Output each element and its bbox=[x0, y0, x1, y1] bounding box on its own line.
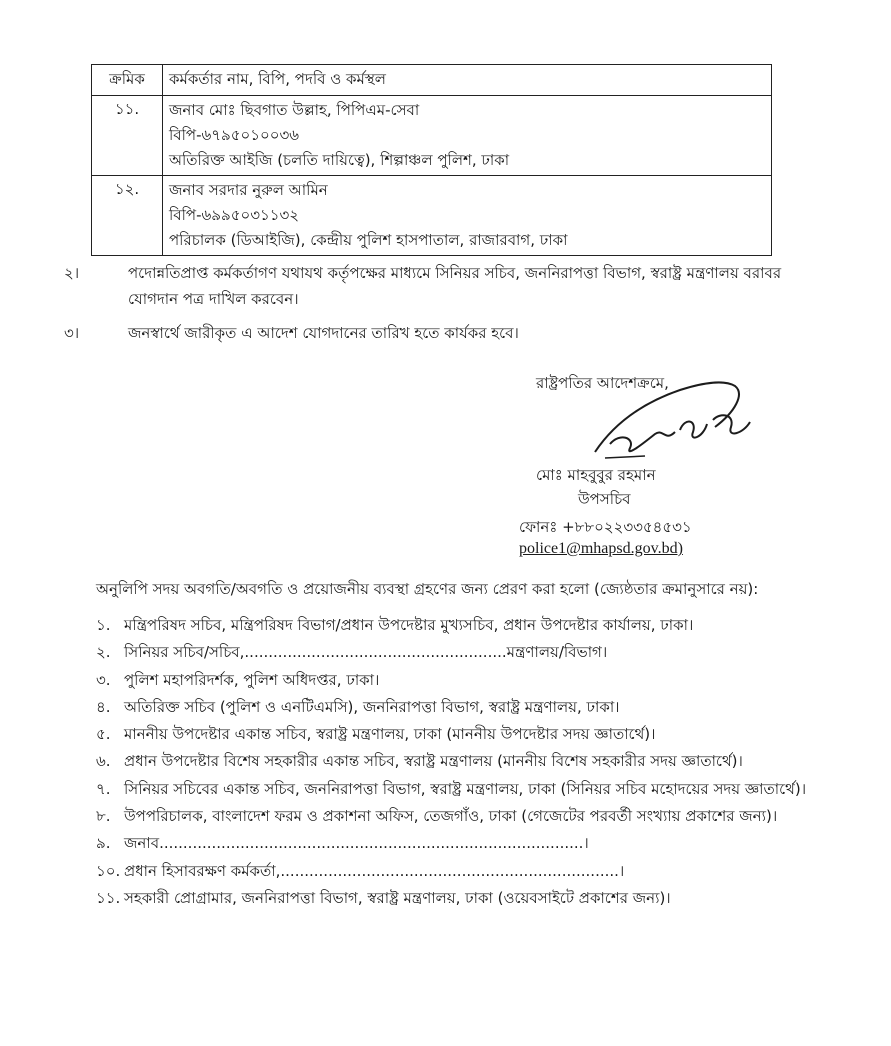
item-number: ৪. bbox=[96, 697, 111, 716]
signatory-phone: ফোনঃ +৮৮০২২৩৩৫৪৫৩১ bbox=[519, 518, 692, 536]
handwritten-signature bbox=[585, 372, 755, 467]
item-number: ১১. bbox=[96, 888, 121, 907]
officer-bp: বিপি-৬৭৯৫০১০০৩৬ bbox=[169, 126, 299, 144]
list-item bbox=[96, 667, 856, 694]
item-number: ৮. bbox=[96, 807, 111, 826]
copy-heading: অনুলিপি সদয় অবগতি/অবগতি ও প্রয়োজনীয় ব্যবস্থা গ্রহণের জন্য প্রেরণ করা হলো (জ্যেষ্ঠতার ক্রমানুসারে নয়): bbox=[96, 580, 759, 598]
list-item bbox=[96, 803, 856, 830]
header-serial: ক্রমিক bbox=[92, 65, 163, 96]
item-text: সিনিয়র সচিব/সচিব,.......................................................মন্ত্রণালয়/বিভাগ। bbox=[124, 643, 608, 662]
paragraph-number: ২। bbox=[64, 264, 80, 282]
item-text: জনাব.........................................................................................। bbox=[124, 834, 589, 853]
item-number: ২. bbox=[96, 643, 111, 662]
list-item bbox=[96, 721, 856, 748]
list-item bbox=[96, 612, 856, 639]
item-number: ৯. bbox=[96, 834, 111, 853]
item-number: ৭. bbox=[96, 779, 111, 798]
row-details bbox=[163, 96, 772, 176]
by-order-text: রাষ্ট্রপতির আদেশক্রমে, bbox=[536, 374, 669, 392]
item-text: প্রধান হিসাবরক্ষণ কর্মকর্তা,.......................................................................। bbox=[124, 861, 625, 880]
paragraph-effective: জনস্বার্থে জারীকৃত এ আদেশ যোগদানের তারিখ হতে কার্যকর হবে। bbox=[128, 324, 519, 342]
paragraph-number: ৩। bbox=[64, 324, 80, 342]
table-row bbox=[92, 96, 772, 176]
item-number: ১. bbox=[96, 616, 111, 634]
item-text: সিনিয়র সচিবের একান্ত সচিব, জননিরাপত্তা বিভাগ, স্বরাষ্ট্র মন্ত্রণালয়, ঢাকা (সিনিয়র সচিব মহোদয়ের সদয় জ্ঞাতার্থে)। bbox=[124, 779, 807, 798]
item-text: অতিরিক্ত সচিব (পুলিশ ও এনটিএমসি), জননিরাপত্তা বিভাগ, স্বরাষ্ট্র মন্ত্রণালয়, ঢাকা। bbox=[124, 697, 620, 716]
table-header-row bbox=[92, 65, 772, 96]
row-serial: ১১. bbox=[92, 96, 163, 176]
officer-name: জনাব মোঃ ছিবগাত উল্লাহ, পিপিএম-সেবা bbox=[169, 101, 420, 119]
item-number: ৩. bbox=[96, 670, 111, 689]
signatory-email: police1@mhapsd.gov.bd) bbox=[519, 540, 683, 557]
list-item bbox=[96, 885, 856, 912]
list-item bbox=[96, 776, 856, 803]
item-text: প্রধান উপদেষ্টার বিশেষ সহকারীর একান্ত সচিব, স্বরাষ্ট্র মন্ত্রণালয় (মাননীয় বিশেষ সহকারীর সদয় জ্ঞাতার্থে)। bbox=[124, 752, 743, 771]
list-item bbox=[96, 748, 856, 775]
officer-post: অতিরিক্ত আইজি (চলতি দায়িত্বে), শিল্পাঞ্চল পুলিশ, ঢাকা bbox=[169, 151, 510, 169]
list-item bbox=[96, 858, 856, 885]
item-text: পুলিশ মহাপরিদর্শক, পুলিশ অধিদপ্তর, ঢাকা। bbox=[124, 670, 380, 689]
paragraph-joining: পদোন্নতিপ্রাপ্ত কর্মকর্তাগণ যথাযথ কর্তৃপক্ষের মাধ্যমে সিনিয়র সচিব, জননিরাপত্তা বিভাগ, স্বরাষ্ট্র মন্ত্রণালয় বরাবর যোগদান পত্র দাখিল করবেন। bbox=[128, 264, 782, 308]
list-item bbox=[96, 639, 856, 666]
row-details bbox=[163, 176, 772, 256]
item-text: উপপরিচালক, বাংলাদেশ ফরম ও প্রকাশনা অফিস, তেজগাঁও, ঢাকা (গেজেটের পরবর্তী সংখ্যায় প্রকাশের জন্য)। bbox=[124, 807, 778, 826]
officer-bp: বিপি-৬৯৯৫০৩১১৩২ bbox=[169, 206, 299, 224]
list-item bbox=[96, 830, 856, 857]
item-number: ১০. bbox=[96, 861, 121, 880]
row-serial: ১২. bbox=[92, 176, 163, 256]
item-number: ৬. bbox=[96, 752, 111, 771]
officer-name: জনাব সরদার নুরুল আমিন bbox=[169, 181, 328, 199]
list-item bbox=[96, 694, 856, 721]
signatory-designation: উপসচিব bbox=[578, 490, 631, 508]
officer-table bbox=[91, 64, 772, 256]
item-text: মন্ত্রিপরিষদ সচিব, মন্ত্রিপরিষদ বিভাগ/প্রধান উপদেষ্টার মুখ্যসচিব, প্রধান উপদেষ্টার কার্যালয়, ঢাকা। bbox=[124, 616, 694, 634]
item-number: ৫. bbox=[96, 725, 111, 744]
header-details: কর্মকর্তার নাম, বিপি, পদবি ও কর্মস্থল bbox=[163, 65, 772, 96]
table-row bbox=[92, 176, 772, 256]
item-text: সহকারী প্রোগ্রামার, জননিরাপত্তা বিভাগ, স্বরাষ্ট্র মন্ত্রণালয়, ঢাকা (ওয়েবসাইটে প্রকাশের জন্য)। bbox=[124, 888, 671, 907]
copy-list bbox=[96, 612, 856, 912]
officer-post: পরিচালক (ডিআইজি), কেন্দ্রীয় পুলিশ হাসপাতাল, রাজারবাগ, ঢাকা bbox=[169, 231, 568, 249]
signatory-name: মোঃ মাহবুবুর রহমান bbox=[536, 466, 656, 484]
item-text: মাননীয় উপদেষ্টার একান্ত সচিব, স্বরাষ্ট্র মন্ত্রণালয়, ঢাকা (মাননীয় উপদেষ্টার সদয় জ্ঞাতার্থে)। bbox=[124, 725, 656, 744]
